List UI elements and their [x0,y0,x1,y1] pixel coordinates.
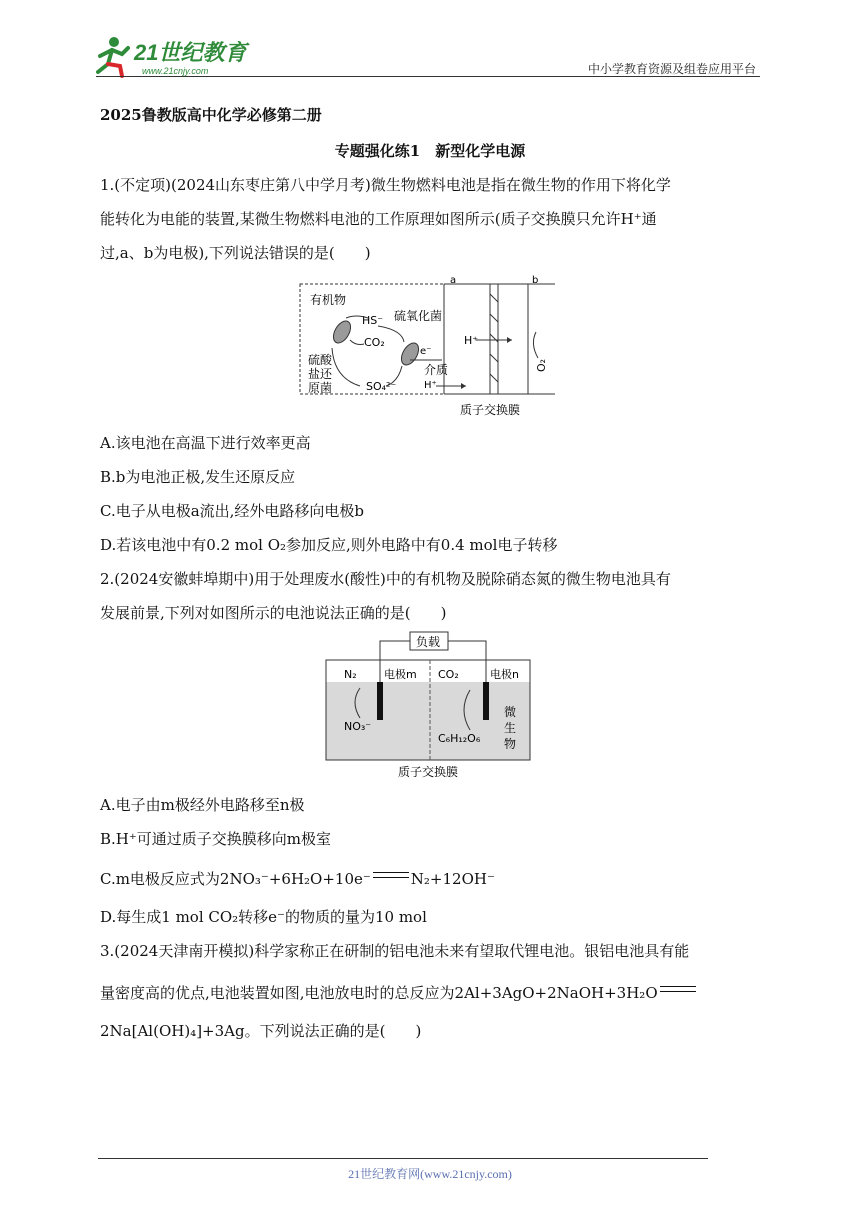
q1-figure [290,274,570,424]
q2-figure [320,630,540,784]
q3-stem-line2-text: 量密度高的优点,电池装置如图,电池放电时的总反应为2Al+3AgO+2NaOH+3H₂O [100,984,658,1002]
q3-stem-line1: 3.(2024天津南开模拟)科学家称正在研制的铝电池未来有望取代锂电池。银铝电池具有能 [100,942,690,960]
glucose-label: C₆H₁₂O₆ [438,732,481,745]
q1-option-a: A.该电池在高温下进行效率更高 [100,434,311,452]
electrode-b-label: b [532,275,539,286]
equals-sign [660,986,696,992]
label-medium: 介质 [424,363,449,377]
electrode-m-label: 电极m [384,668,417,681]
q1-stem-line3: 过,a、b为电极),下列说法错误的是( ) [100,244,371,262]
n2-label: N₂ [344,668,357,681]
label-sulfate-1: 硫酸 [308,353,333,367]
label-h-lower: H⁺ [424,380,437,391]
q1-stem-line2: 能转化为电能的装置,某微生物燃料电池的工作原理如图所示(质子交换膜只允许H⁺通 [100,210,657,228]
q2-membrane-label: 质子交换膜 [398,765,459,779]
footer-text[interactable]: 21世纪教育网(www.21cnjy.com) [348,1167,512,1181]
q3-stem-line2 [100,982,698,1004]
label-co2: CO₂ [364,336,385,349]
site-logo [92,34,262,82]
q1-stem-line1: 1.(不定项)(2024山东枣庄第八中学月考)微生物燃料电池是指在微生物的作用下将化学 [100,176,671,194]
q2-option-b: B.H⁺可通过质子交换膜移向m极室 [100,830,332,848]
q2-option-c-left: C.m电极反应式为2NO₃⁻+6H₂O+10e⁻ [100,870,371,888]
header-divider [96,76,760,77]
q2-option-c [100,868,495,890]
book-title: 2025鲁教版高中化学必修第二册 [100,106,322,124]
q1-option-c: C.电子从电极a流出,经外电路移向电极b [100,502,365,520]
label-membrane: 质子交换膜 [460,403,521,417]
logo-text: 21世纪教育 [134,40,247,65]
load-label: 负载 [416,635,441,649]
label-o2: O₂ [535,358,548,372]
electrode-n-label: 电极n [490,668,519,681]
footer-divider [98,1158,708,1159]
q3-stem-line3: 2Na[Al(OH)₄]+3Ag。下列说法正确的是( ) [100,1022,422,1040]
header-tagline: 中小学教育资源及组卷应用平台 [587,62,756,76]
q2-stem-line2: 发展前景,下列对如图所示的电池说法正确的是( ) [100,604,447,622]
runner-logo-icon [98,37,128,76]
label-sulfate-2: 盐还 [308,367,333,381]
q2-option-c-right: N₂+12OH⁻ [410,870,495,888]
q1-option-d: D.若该电池中有0.2 mol O₂参加反应,则外电路中有0.4 mol电子转移 [100,536,558,554]
label-sulfate-3: 原菌 [308,381,333,395]
microbe-3: 物 [504,737,517,751]
section-title: 专题强化练1 新型化学电源 [334,142,526,160]
q1-option-b: B.b为电池正极,发生还原反应 [100,468,296,486]
logo-url: www.21cnjy.com [142,66,209,76]
q2-option-a: A.电子由m极经外电路移至n极 [100,796,305,814]
no3-label: NO₃⁻ [344,720,372,733]
microbe-1: 微 [504,705,517,719]
q2-option-d: D.每生成1 mol CO₂转移e⁻的物质的量为10 mol [100,908,427,926]
q2-stem-line1: 2.(2024安徽蚌埠期中)用于处理废水(酸性)中的有机物及脱除硝态氮的微生物电池具有 [100,570,671,588]
label-organic: 有机物 [310,293,347,307]
label-hs: HS⁻ [362,314,384,327]
electrode-a-label: a [450,275,457,286]
label-sulfur-oxidizing: 硫氧化菌 [394,309,443,323]
co2-label: CO₂ [438,668,459,681]
label-so4: SO₄²⁻ [366,380,397,393]
equals-sign [373,872,409,878]
microbe-2: 生 [504,721,517,735]
label-electron: e⁻ [420,346,432,357]
label-h-mid: H⁺ [464,334,479,347]
